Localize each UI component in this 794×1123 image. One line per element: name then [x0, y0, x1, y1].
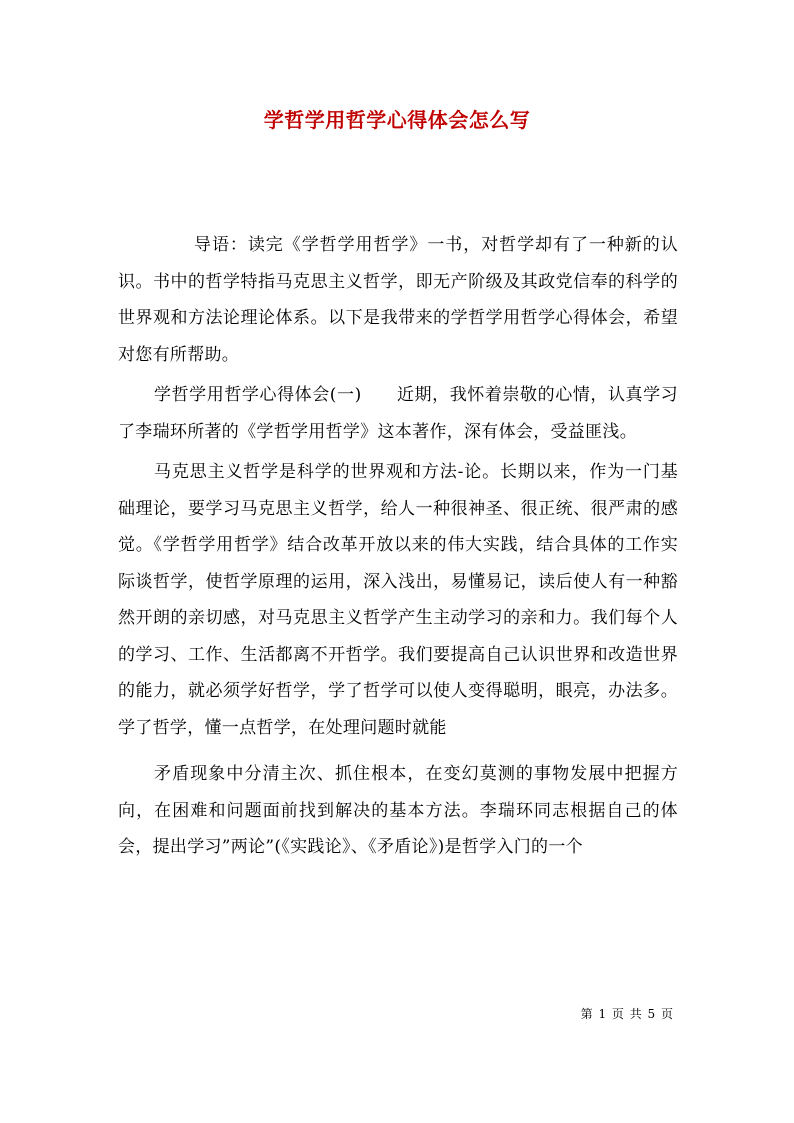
document-body: [118, 227, 678, 866]
page-number: 第 1 页 共 5 页: [580, 1007, 674, 1021]
section-heading-paragraph: 学哲学用哲学心得体会(一) 近期，我怀着崇敬的心情，认真学习了李瑞环所著的《学哲学用哲学》这本著作，深有体会，受益匪浅。: [118, 385, 678, 442]
body-paragraph: 马克思主义哲学是科学的世界观和方法-论。长期以来，作为一门基础理论，要学习马克思主义哲学，给人一种很神圣、很正统、很严肃的感觉。《学哲学用哲学》结合改革开放以来的伟大实践，结合具体的工作实际谈哲学，使哲学原理的运用，深入浅出，易懂易记，读后使人有一种豁然开朗的亲切感，对马克思主义哲学产生主动学习的亲和力。我们每个人的学习、工作、生活都离不开哲学。我们要提高自己认识世界和改造世界的能力，就必须学好哲学，学了哲学可以使人变得聪明，眼亮，办法多。学了哲学，懂一点哲学，在处理问题时就能: [118, 462, 678, 738]
intro-paragraph: 导语：读完《学哲学用哲学》一书，对哲学却有了一种新的认识。书中的哲学特指马克思主义哲学，即无产阶级及其政党信奉的科学的世界观和方法论理论体系。以下是我带来的学哲学用哲学心得体会，希望对您有所帮助。: [118, 235, 678, 365]
body-paragraph: 矛盾现象中分清主次、抓住根本，在变幻莫测的事物发展中把握方向，在困难和问题面前找到解决的基本方法。李瑞环同志根据自己的体会，提出学习”两论”(《实践论》、《矛盾论》)是哲学入门的一个: [118, 764, 678, 857]
document-title: 学哲学用哲学心得体会怎么写: [263, 108, 531, 132]
